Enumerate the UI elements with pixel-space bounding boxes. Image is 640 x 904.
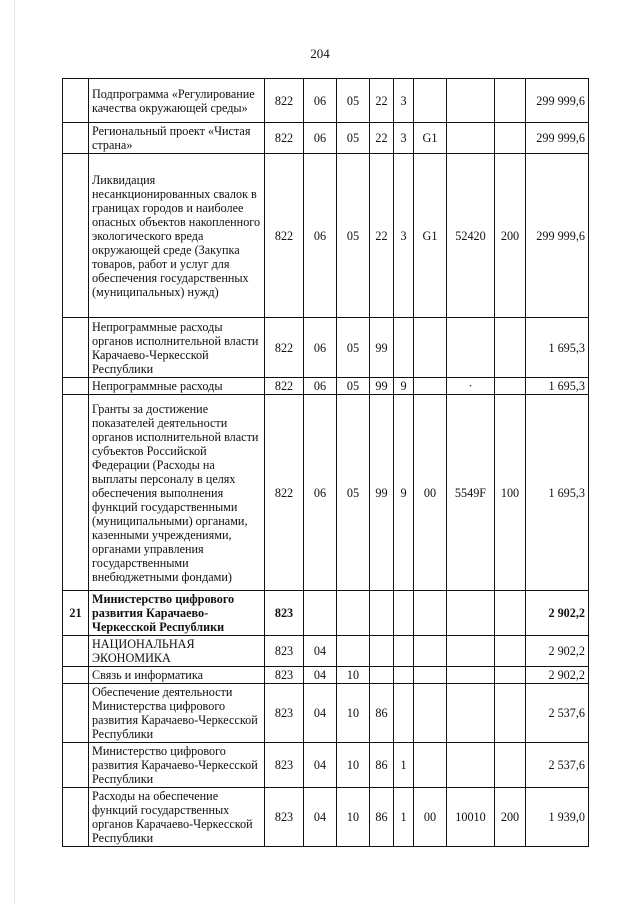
row-index <box>63 378 89 395</box>
subsection-code: 05 <box>337 154 370 318</box>
subprogram-code: 9 <box>394 378 414 395</box>
section-code <box>304 591 337 636</box>
expense-type-code <box>495 123 526 154</box>
section-code: 04 <box>304 684 337 743</box>
ministry-code: 823 <box>265 591 304 636</box>
program-code: 22 <box>370 154 394 318</box>
direction-code <box>447 743 495 788</box>
amount-value: 2 902,2 <box>526 667 589 684</box>
ministry-code: 823 <box>265 667 304 684</box>
expense-type-code <box>495 636 526 667</box>
project-code: 00 <box>414 788 447 847</box>
direction-code <box>447 79 495 123</box>
section-code: 06 <box>304 154 337 318</box>
project-code: G1 <box>414 154 447 318</box>
direction-code: 10010 <box>447 788 495 847</box>
row-name: Непрограммные расходы <box>89 378 265 395</box>
table-row <box>63 636 589 667</box>
row-name: Министерство цифрового развития Карачаево-Черкесской Республики <box>89 743 265 788</box>
ministry-code: 823 <box>265 684 304 743</box>
ministry-code: 822 <box>265 123 304 154</box>
program-code <box>370 636 394 667</box>
row-index <box>63 684 89 743</box>
ministry-code: 823 <box>265 788 304 847</box>
ministry-code: 822 <box>265 154 304 318</box>
subsection-code <box>337 591 370 636</box>
direction-code <box>447 684 495 743</box>
row-index <box>63 788 89 847</box>
subprogram-code <box>394 636 414 667</box>
amount-value: 299 999,6 <box>526 79 589 123</box>
row-index <box>63 318 89 378</box>
section-code: 04 <box>304 667 337 684</box>
direction-code: · <box>447 378 495 395</box>
row-index <box>63 743 89 788</box>
section-code: 06 <box>304 378 337 395</box>
row-index: 21 <box>63 591 89 636</box>
direction-code <box>447 591 495 636</box>
row-name: Ликвидация несанкционированных свалок в границах городов и наиболее опасных объектов накопленного экологического вреда окружающей среде (Закупка товаров, работ и услуг для обеспечения государственных (муниципальных) нужд) <box>89 154 265 318</box>
program-code: 99 <box>370 395 394 591</box>
direction-code <box>447 636 495 667</box>
project-code <box>414 591 447 636</box>
subprogram-code <box>394 684 414 743</box>
amount-value: 1 939,0 <box>526 788 589 847</box>
row-name: НАЦИОНАЛЬНАЯ ЭКОНОМИКА <box>89 636 265 667</box>
table-row <box>63 154 589 318</box>
row-name: Связь и информатика <box>89 667 265 684</box>
project-code <box>414 318 447 378</box>
amount-value: 2 902,2 <box>526 591 589 636</box>
row-index <box>63 79 89 123</box>
amount-value: 2 902,2 <box>526 636 589 667</box>
row-name: Гранты за достижение показателей деятельности органов исполнительной власти субъектов Российской Федерации (Расходы на выплаты персоналу в целях обеспечения выполнения функций государственными (муниципальными) органами, казенными учреждениями, органами управления государственными внебюджетными фондами) <box>89 395 265 591</box>
subprogram-code: 1 <box>394 743 414 788</box>
direction-code: 52420 <box>447 154 495 318</box>
program-code: 22 <box>370 123 394 154</box>
program-code: 22 <box>370 79 394 123</box>
program-code: 86 <box>370 788 394 847</box>
project-code <box>414 684 447 743</box>
program-code: 99 <box>370 378 394 395</box>
table-row <box>63 318 589 378</box>
direction-code <box>447 318 495 378</box>
subsection-code <box>337 636 370 667</box>
direction-code <box>447 667 495 684</box>
row-name: Региональный проект «Чистая страна» <box>89 123 265 154</box>
subprogram-code: 1 <box>394 788 414 847</box>
project-code: G1 <box>414 123 447 154</box>
section-code: 04 <box>304 743 337 788</box>
table-row <box>63 591 589 636</box>
table-body <box>63 79 589 847</box>
table-row <box>63 395 589 591</box>
expense-type-code <box>495 378 526 395</box>
table-row <box>63 684 589 743</box>
row-name: Непрограммные расходы органов исполнительной власти Карачаево-Черкесской Республики <box>89 318 265 378</box>
program-code: 86 <box>370 743 394 788</box>
subsection-code: 05 <box>337 395 370 591</box>
direction-code <box>447 123 495 154</box>
row-name: Обеспечение деятельности Министерства цифрового развития Карачаево-Черкесской Республики <box>89 684 265 743</box>
expense-type-code <box>495 743 526 788</box>
subprogram-code <box>394 667 414 684</box>
page-number: 204 <box>310 46 330 61</box>
subsection-code: 10 <box>337 788 370 847</box>
budget-table <box>62 78 589 847</box>
row-index <box>63 395 89 591</box>
expense-type-code: 200 <box>495 788 526 847</box>
ministry-code: 823 <box>265 636 304 667</box>
subprogram-code: 3 <box>394 79 414 123</box>
expense-type-code <box>495 591 526 636</box>
subprogram-code: 9 <box>394 395 414 591</box>
expense-type-code: 200 <box>495 154 526 318</box>
ministry-code: 822 <box>265 79 304 123</box>
project-code <box>414 667 447 684</box>
program-code <box>370 591 394 636</box>
subsection-code: 05 <box>337 318 370 378</box>
ministry-code: 822 <box>265 318 304 378</box>
program-code: 86 <box>370 684 394 743</box>
table-row <box>63 667 589 684</box>
amount-value: 1 695,3 <box>526 395 589 591</box>
amount-value: 1 695,3 <box>526 378 589 395</box>
table-row <box>63 788 589 847</box>
program-code <box>370 667 394 684</box>
section-code: 06 <box>304 395 337 591</box>
row-name: Министерство цифрового развития Карачаево-Черкесской Республики <box>89 591 265 636</box>
amount-value: 299 999,6 <box>526 154 589 318</box>
expense-type-code: 100 <box>495 395 526 591</box>
amount-value: 299 999,6 <box>526 123 589 154</box>
expense-type-code <box>495 79 526 123</box>
section-code: 04 <box>304 788 337 847</box>
row-index <box>63 636 89 667</box>
section-code: 06 <box>304 318 337 378</box>
amount-value: 2 537,6 <box>526 684 589 743</box>
subprogram-code <box>394 591 414 636</box>
subsection-code: 05 <box>337 79 370 123</box>
program-code: 99 <box>370 318 394 378</box>
project-code: 00 <box>414 395 447 591</box>
scan-edge <box>0 0 15 904</box>
table-row <box>63 378 589 395</box>
expense-type-code <box>495 684 526 743</box>
table-row <box>63 79 589 123</box>
table-row <box>63 123 589 154</box>
subprogram-code: 3 <box>394 154 414 318</box>
subsection-code: 10 <box>337 667 370 684</box>
section-code: 06 <box>304 79 337 123</box>
subsection-code: 05 <box>337 378 370 395</box>
row-name: Подпрограмма «Регулирование качества окружающей среды» <box>89 79 265 123</box>
row-index <box>63 154 89 318</box>
project-code <box>414 636 447 667</box>
subsection-code: 10 <box>337 684 370 743</box>
direction-code: 5549F <box>447 395 495 591</box>
project-code <box>414 743 447 788</box>
project-code <box>414 378 447 395</box>
amount-value: 2 537,6 <box>526 743 589 788</box>
ministry-code: 823 <box>265 743 304 788</box>
subsection-code: 05 <box>337 123 370 154</box>
row-index <box>63 123 89 154</box>
row-name: Расходы на обеспечение функций государственных органов Карачаево-Черкесской Республики <box>89 788 265 847</box>
amount-value: 1 695,3 <box>526 318 589 378</box>
project-code <box>414 79 447 123</box>
section-code: 06 <box>304 123 337 154</box>
section-code: 04 <box>304 636 337 667</box>
subsection-code: 10 <box>337 743 370 788</box>
subprogram-code: 3 <box>394 123 414 154</box>
subprogram-code <box>394 318 414 378</box>
expense-type-code <box>495 667 526 684</box>
expense-type-code <box>495 318 526 378</box>
row-index <box>63 667 89 684</box>
ministry-code: 822 <box>265 395 304 591</box>
ministry-code: 822 <box>265 378 304 395</box>
table-row <box>63 743 589 788</box>
